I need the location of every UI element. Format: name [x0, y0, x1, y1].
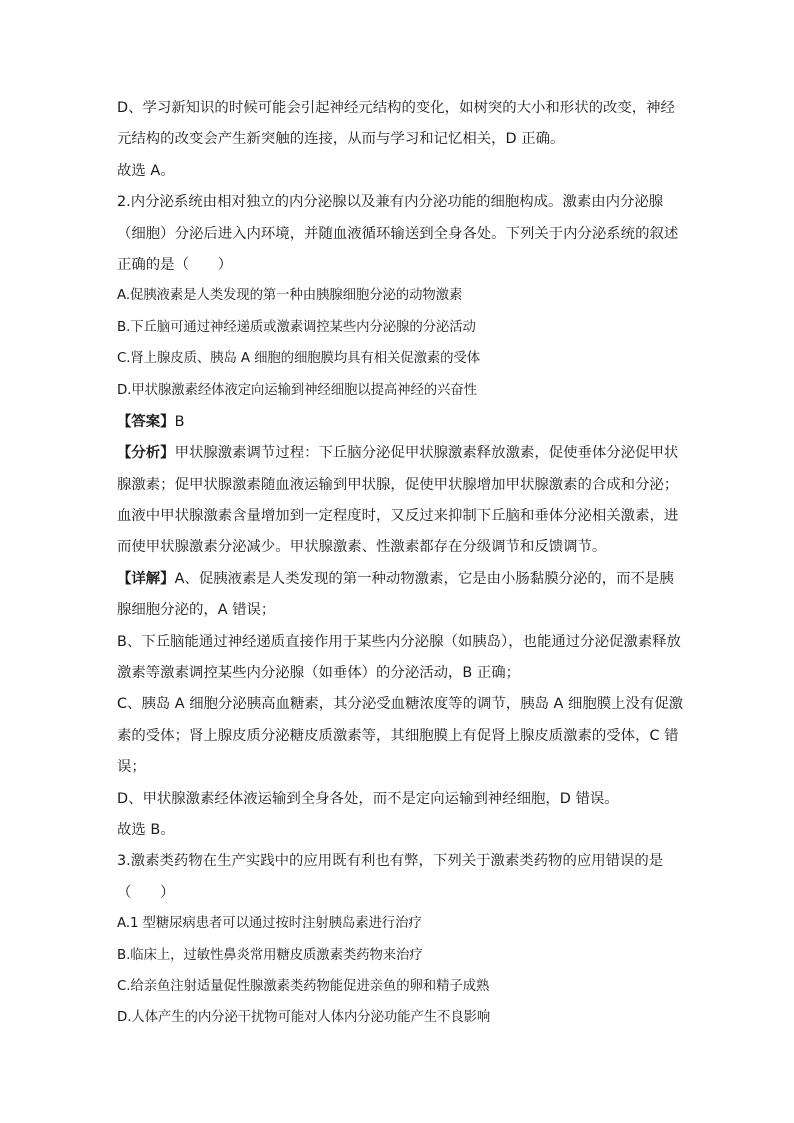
question-3-stem: 3.激素类药物在生产实践中的应用既有利也有弊，下列关于激素类药物的应用错误的是 [117, 853, 664, 870]
question-2-option-a: A.促胰液素是人类发现的第一种由胰腺细胞分泌的动物激素 [117, 288, 463, 304]
document-page [117, 98, 684, 1040]
answer-value: B [174, 413, 185, 430]
question-3-option-c: C.给亲鱼注射适量促性腺激素类药物能促进亲鱼的卵和精子成熟 [117, 978, 490, 994]
question-2-stem: （细胞）分泌后进入内环境，并随血液循环输送到全身各处。下列关于内分泌系统的叙述 [117, 225, 679, 242]
detail-text: 腺细胞分泌的，A 错误； [117, 602, 276, 619]
analysis-text: 腺激素；促甲状腺激素随血液运输到甲状腺，促使甲状腺增加甲状腺激素的合成和分泌； [117, 476, 679, 493]
question-3-option-b: B.临床上，过敏性鼻炎常用糖皮质激素类药物来治疗 [117, 947, 423, 963]
analysis-text: 甲状腺激素调节过程：下丘脑分泌促甲状腺激素释放激素，促使垂体分泌促甲状 [174, 445, 679, 462]
analysis-text: 血液中甲状腺激素含量增加到一定程度时，又反过来抑制下丘脑和垂体分泌相关激素，进 [117, 508, 679, 525]
question-2-option-c: C.肾上腺皮质、胰岛 A 细胞的细胞膜均具有相关促激素的受体 [117, 351, 481, 367]
text-line: 故选 B。 [117, 821, 175, 838]
detail-line [117, 569, 677, 589]
answer-tag: 【答案】 [117, 413, 175, 430]
detail-text: 素的受体；肾上腺皮质分泌糖皮质激素等，其细胞膜上有促肾上腺皮质激素的受体，C 错 [117, 727, 679, 744]
text-line: D、学习新知识的时候可能会引起神经元结构的变化，如树突的大小和形状的改变，神经 [117, 100, 675, 116]
question-3-option-d: D.人体产生的内分泌干扰物可能对人体内分泌功能产生不良影响 [117, 1010, 491, 1026]
detail-text: D、甲状腺激素经体液运输到全身各处，而不是定向运输到神经细胞，D 错误。 [117, 790, 619, 807]
answer-line [117, 412, 677, 432]
question-3-option-a: A.1 型糖尿病患者可以通过按时注射胰岛素进行治疗 [117, 916, 422, 932]
analysis-line [117, 443, 677, 463]
question-3-stem: （ ） [117, 884, 175, 901]
question-2-option-b: B.下丘脑可通过神经递质或激素调控某些内分泌腺的分泌活动 [117, 319, 476, 335]
text-line: 元结构的改变会产生新突触的连接，从而与学习和记忆相关，D 正确。 [117, 131, 565, 148]
analysis-tag: 【分析】 [117, 445, 175, 462]
question-2-option-d: D.甲状腺激素经体液定向运输到神经细胞以提高神经的兴奋性 [117, 382, 477, 398]
detail-text: 激素等激素调控某些内分泌腺（如垂体）的分泌活动，B 正确； [117, 665, 520, 682]
detail-text: C、胰岛 A 细胞分泌胰高血糖素，其分泌受血糖浓度等的调节，胰岛 A 细胞膜上没有促激 [117, 696, 684, 713]
detail-tag: 【详解】 [117, 570, 175, 587]
question-2-stem: 正确的是（ ） [117, 256, 233, 273]
text-line: 故选 A。 [117, 162, 175, 179]
detail-text: B、下丘脑能通过神经递质直接作用于某些内分泌腺（如胰岛），也能通过分泌促激素释放 [117, 633, 681, 650]
question-2-stem: 2.内分泌系统由相对独立的内分泌腺以及兼有内分泌功能的细胞构成。激素由内分泌腺 [117, 194, 664, 211]
analysis-text: 而使甲状腺激素分泌减少。甲状腺激素、性激素都存在分级调节和反馈调节。 [117, 539, 607, 556]
detail-text: A、促胰液素是人类发现的第一种动物激素，它是由小肠黏膜分泌的，而不是胰 [174, 570, 674, 587]
detail-text: 误； [117, 759, 146, 776]
